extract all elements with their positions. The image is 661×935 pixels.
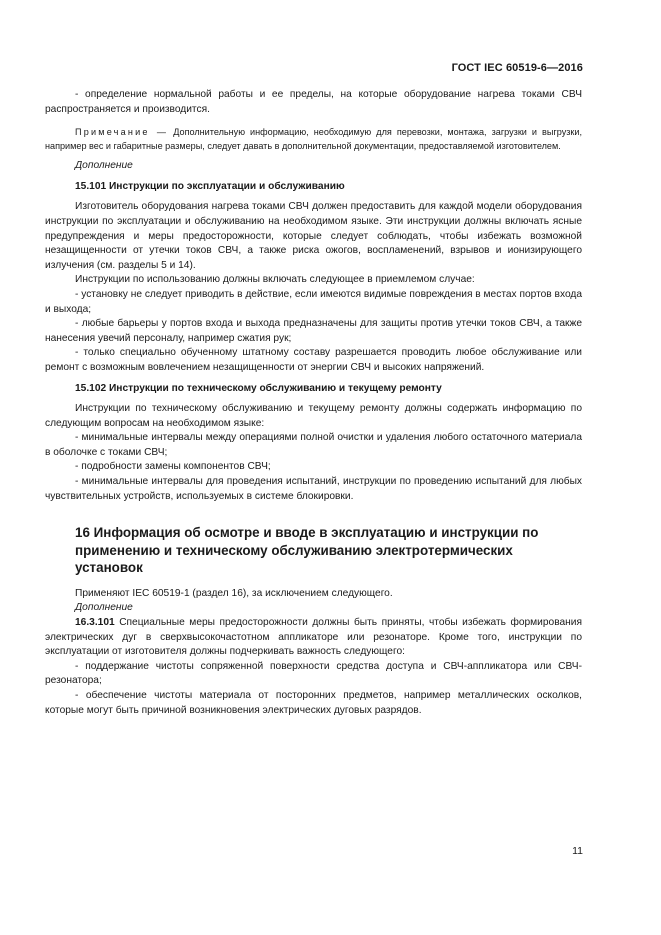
section-heading-15-102: 15.102 Инструкции по техническому обслуживанию и текущему ремонту <box>75 382 442 394</box>
clause-text: Специальные меры предосторожности должны быть приняты, чтобы избежать формирования электрических дуг в сверхвысокочастотном аппликаторе или резонаторе. Кроме того, инструкции по эксплуатации от изготовителя должны подчеркивать важность следующего: <box>45 616 582 658</box>
list-item: - только специально обученному штатному составу разрешается проводить любое обслуживание или ремонт с возможным вовлечением незащищенности от энергии СВЧ и высоких напряжений. <box>45 347 582 373</box>
list-item: - минимальные интервалы между операциями полной очистки и удаления любого остаточного материала в оболочке с токами СВЧ; <box>45 432 582 458</box>
list-item: - поддержание чистоты сопряженной поверхности средства доступа и СВЧ-аппликатора или СВЧ-резонатора; <box>45 660 582 687</box>
note <box>45 125 582 153</box>
note-label: Примечание — <box>75 127 169 138</box>
list-item: - подробности замены компонентов СВЧ; <box>75 461 271 473</box>
page-number: 11 <box>572 845 583 857</box>
addition-label: Дополнение <box>75 160 133 172</box>
paragraph-16-applies: Применяют IEC 60519-1 (раздел 16), за исключением следующего. <box>75 587 393 599</box>
list-item: - обеспечение чистоты материала от посторонних предметов, например металлических осколков, которые могут быть причиной возникновения электрических дуговых разрядов. <box>45 689 582 716</box>
paragraph-15-101-intro: Изготовитель оборудования нагрева токами СВЧ должен предоставить для каждой модели оборудования инструкции по эксплуатации и обслуживанию на необходимом языке. Эти инструкции должны включать ясные предупреждения и меры предосторожности, которые следует соблюдать, чтобы избежать возможной незащищенности от утечки токов СВЧ, а также риска ожогов, воспламенений, взрывов и ионизирующего излучения (см. разделы 5 и 14). <box>45 201 582 271</box>
section-heading-16: 16 Информация об осмотре и вводе в эксплуатацию и инструкции по применению и техническому обслуживанию электротермических установок <box>75 525 539 576</box>
list-item: - установку не следует приводить в действие, если имеются видимые повреждения в местах портов входа и выхода; <box>45 288 582 315</box>
paragraph-15-101-usage: Инструкции по использованию должны включать следующее в приемлемом случае: <box>75 274 475 286</box>
page-content <box>45 88 582 718</box>
document-id: ГОСТ IEC 60519-6—2016 <box>451 62 583 74</box>
note-text: Дополнительную информацию, необходимую для перевозки, монтажа, загрузки и выгрузки, например вес и габаритные размеры, следует давать в дополнительной документации, предоставляемой изготовителем. <box>45 127 583 152</box>
addition-label: Дополнение <box>75 602 133 614</box>
paragraph-normal-operation: - определение нормальной работы и ее пределы, на которые оборудование нагрева токами СВЧ распространяется и производится. <box>45 89 582 115</box>
list-item: - минимальные интервалы для проведения испытаний, инструкции по проведению испытаний для любых чувствительных устройств, используемых в системе блокировки. <box>45 476 582 502</box>
paragraph-15-102-intro: Инструкции по техническому обслуживанию и текущему ремонту должны содержать информацию по следующим вопросам на необходимом языке: <box>45 403 582 429</box>
section-heading-15-101: 15.101 Инструкции по эксплуатации и обслуживанию <box>75 180 345 192</box>
list-item: - любые барьеры у портов входа и выхода предназначены для защиты против утечки токов СВЧ, а также нанесения увечий персоналу, например сжатия рук; <box>45 318 582 344</box>
paragraph-16-3-101 <box>45 616 582 660</box>
clause-number: 16.3.101 <box>75 616 115 628</box>
